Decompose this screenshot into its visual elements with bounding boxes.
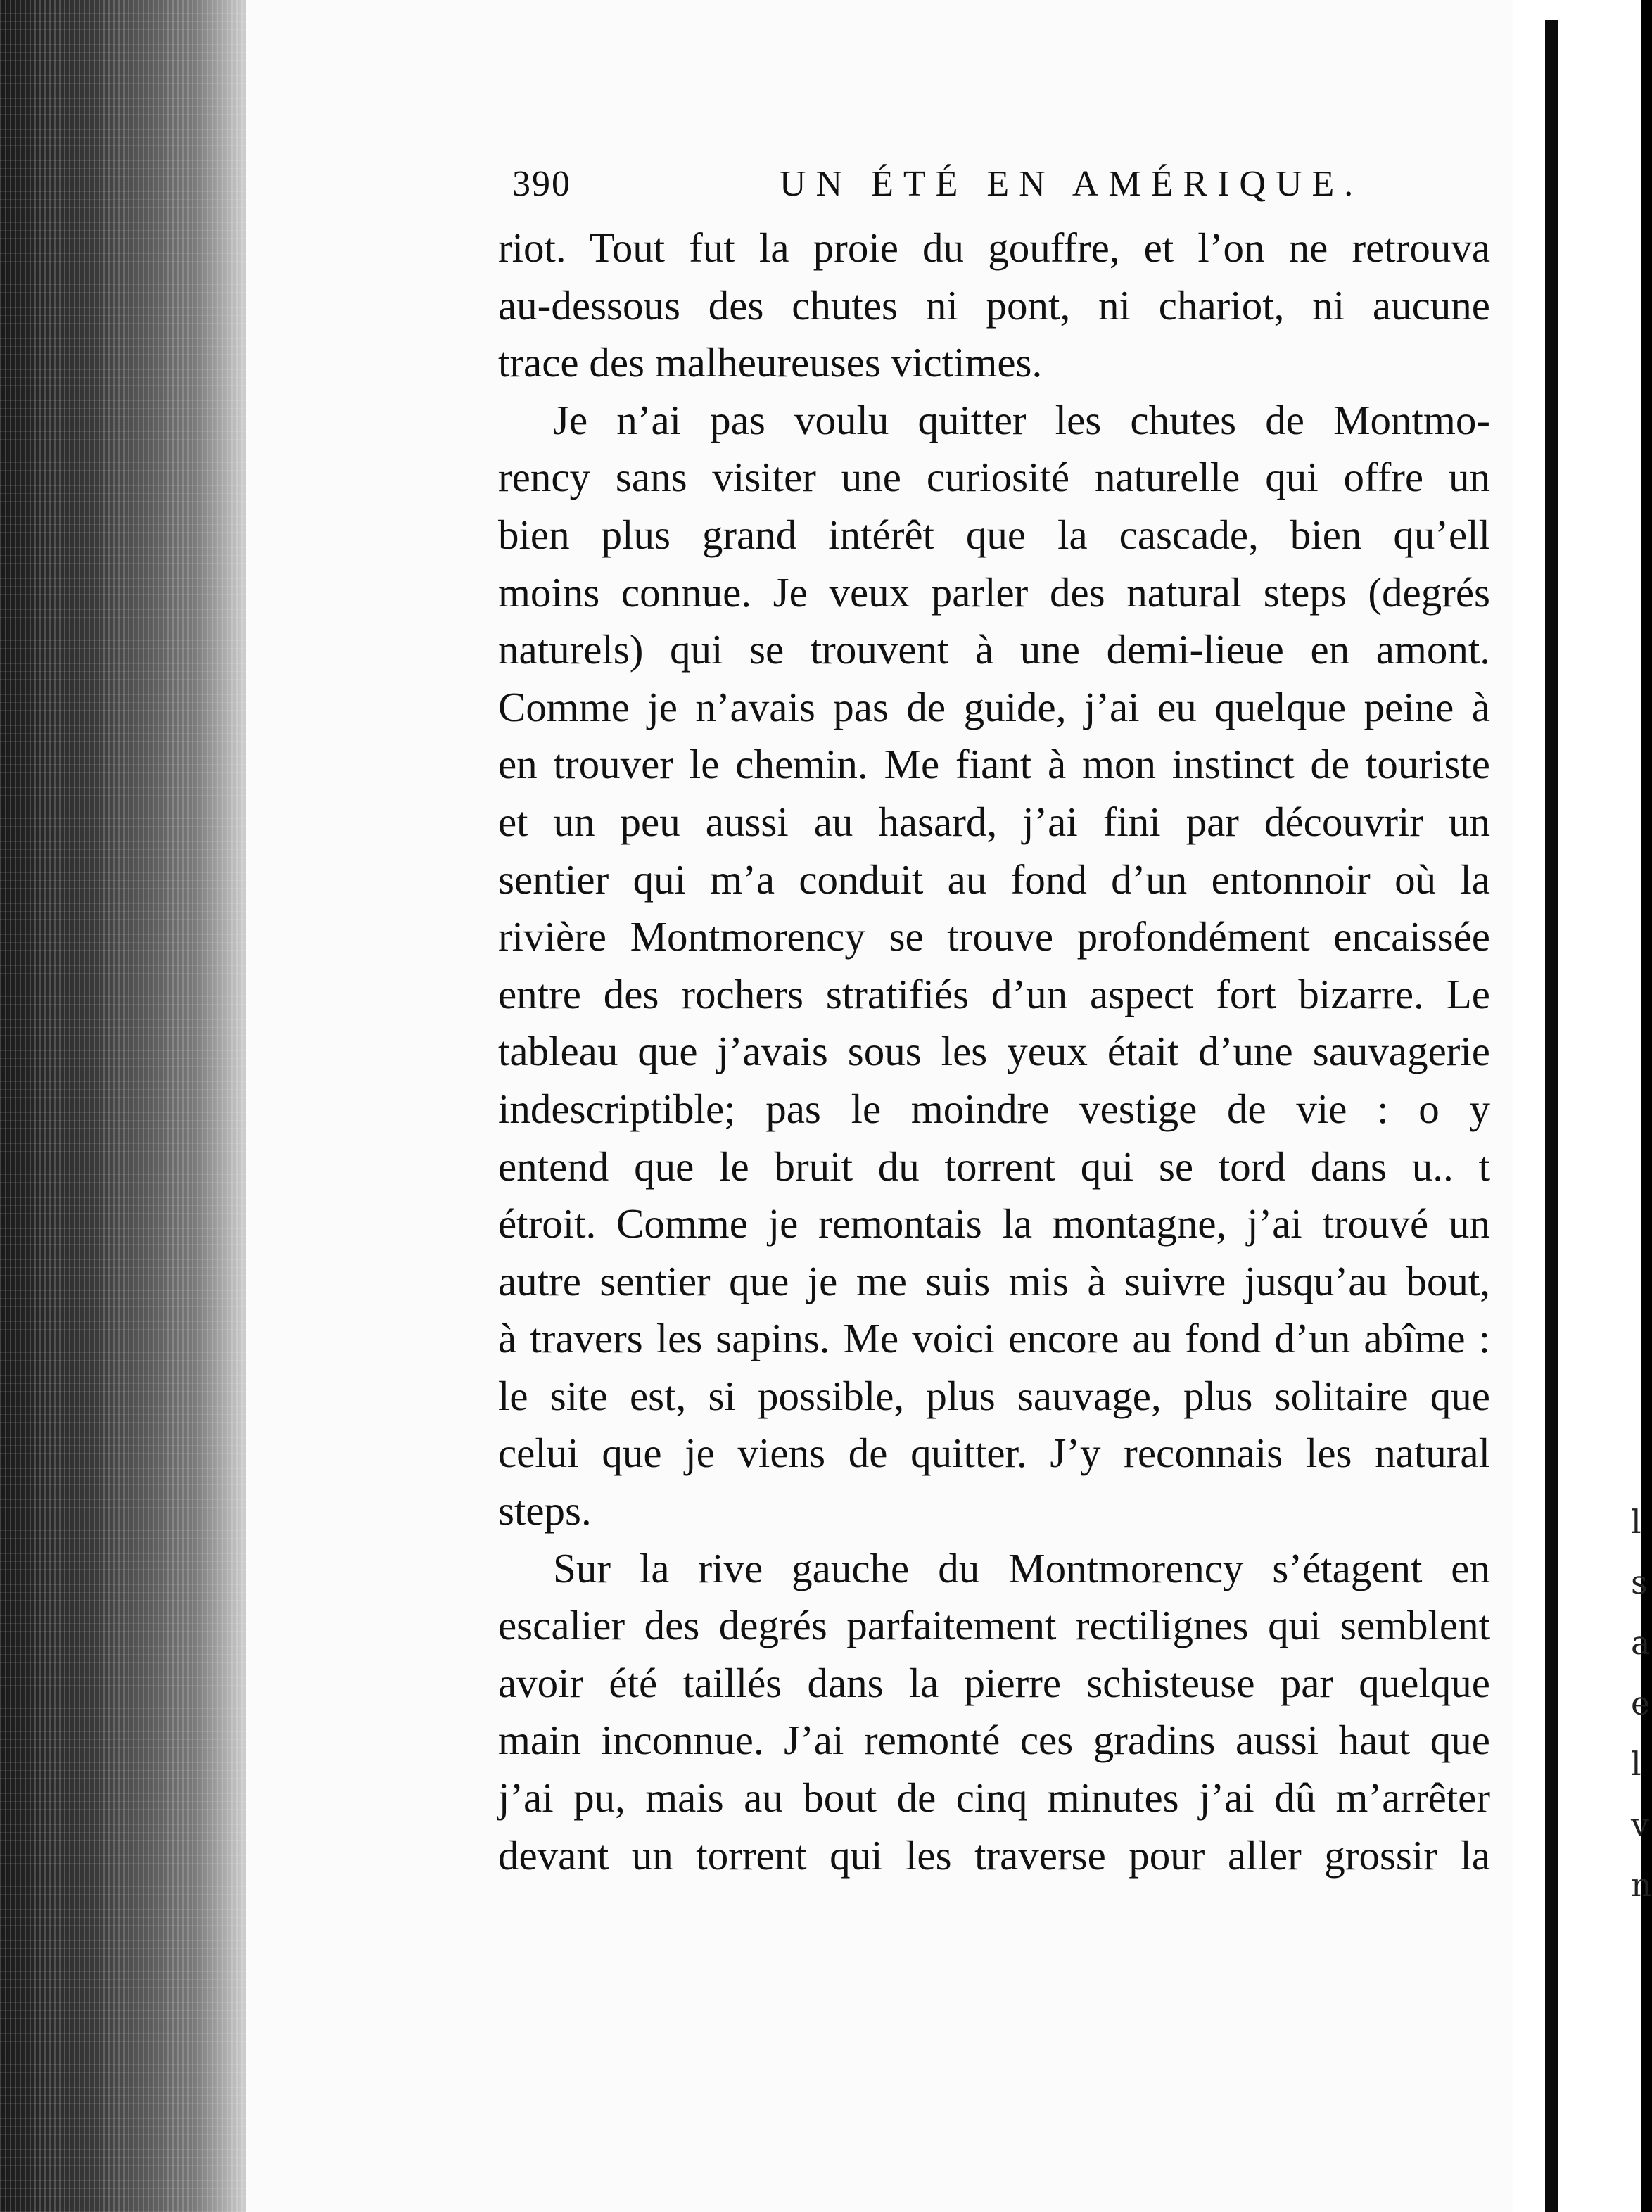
- text-line: steps.: [498, 1487, 592, 1534]
- text-line: riot. Tout fut la proie du gouffre, et l’on ne retrouva: [498, 224, 1490, 271]
- facing-page: [1558, 0, 1652, 2212]
- text-line: naturels) qui se trouvent à une demi-lieue en amont.: [498, 626, 1490, 673]
- facing-page-letter: l: [1631, 1745, 1641, 1783]
- facing-page-letter: v: [1631, 1805, 1649, 1843]
- facing-page-letter: s: [1631, 1563, 1648, 1601]
- text-line: moins connue. Je veux parler des natural steps (degrés: [498, 568, 1490, 616]
- text-line: rency sans visiter une curiosité naturelle qui offre un: [498, 454, 1490, 501]
- text-line: étroit. Comme je remontais la montagne, j’ai trouvé un: [498, 1200, 1490, 1247]
- body-text: [498, 220, 1490, 1884]
- text-line: entre des rochers stratifiés d’un aspect fort bizarre. Le: [498, 970, 1490, 1017]
- page-number: 390: [512, 164, 571, 204]
- text-line: j’ai pu, mais au bout de cinq minutes j’ai dû m’arrêter: [498, 1774, 1490, 1822]
- facing-page-letter: a: [1631, 1624, 1651, 1662]
- text-line: indescriptible; pas le moindre vestige de vie : o y: [498, 1085, 1490, 1132]
- text-line: Comme je n’avais pas de guide, j’ai eu quelque peine à: [498, 683, 1490, 730]
- text-line: à travers les sapins. Me voici encore au fond d’un abîme :: [498, 1315, 1490, 1362]
- text-line: autre sentier que je me suis mis à suivre jusqu’au bout,: [498, 1257, 1490, 1304]
- facing-page-letter: e: [1631, 1684, 1651, 1722]
- facing-page-letter: n: [1631, 1866, 1652, 1904]
- text-line: avoir été taillés dans la pierre schisteuse par quelque: [498, 1659, 1490, 1706]
- text-line: trace des malheureuses victimes.: [498, 339, 1043, 386]
- text-line: bien plus grand intérêt que la cascade, bien qu’ell: [498, 511, 1490, 558]
- text-line: et un peu aussi au hasard, j’ai fini par découvrir un: [498, 798, 1490, 845]
- facing-page-edge: [1545, 20, 1558, 2212]
- facing-page-letters: [1631, 1492, 1652, 1915]
- page-header: [512, 163, 1483, 212]
- text-line: main inconnue. J’ai remonté ces gradins aussi haut que: [498, 1717, 1490, 1764]
- text-line: au-dessous des chutes ni pont, ni chariot, ni aucune: [498, 281, 1490, 329]
- text-line: devant un torrent qui les traverse pour aller grossir la: [498, 1831, 1490, 1879]
- text-line: en trouver le chemin. Me fiant à mon instinct de touriste: [498, 741, 1490, 788]
- text-line: celui que je viens de quitter. J’y reconnais les natural: [498, 1430, 1490, 1477]
- facing-page-letter: l: [1631, 1503, 1641, 1541]
- text-line: le site est, si possible, plus sauvage, plus solitaire que: [498, 1372, 1490, 1419]
- text-line: Sur la rive gauche du Montmorency s’étagent en: [553, 1544, 1490, 1591]
- text-line: sentier qui m’a conduit au fond d’un entonnoir où la: [498, 856, 1490, 903]
- text-line: tableau que j’avais sous les yeux était d’une sauvagerie: [498, 1028, 1490, 1075]
- text-line: escalier des degrés parfaitement rectilignes qui semblent: [498, 1602, 1490, 1649]
- running-title: UN ÉTÉ EN AMÉRIQUE.: [780, 164, 1364, 204]
- book-binding-edge: [0, 0, 274, 2212]
- text-line: Je n’ai pas voulu quitter les chutes de Montmo-: [553, 396, 1490, 443]
- text-line: entend que le bruit du torrent qui se tord dans u.. t: [498, 1143, 1490, 1190]
- text-line: rivière Montmorency se trouve profondément encaissée: [498, 913, 1490, 960]
